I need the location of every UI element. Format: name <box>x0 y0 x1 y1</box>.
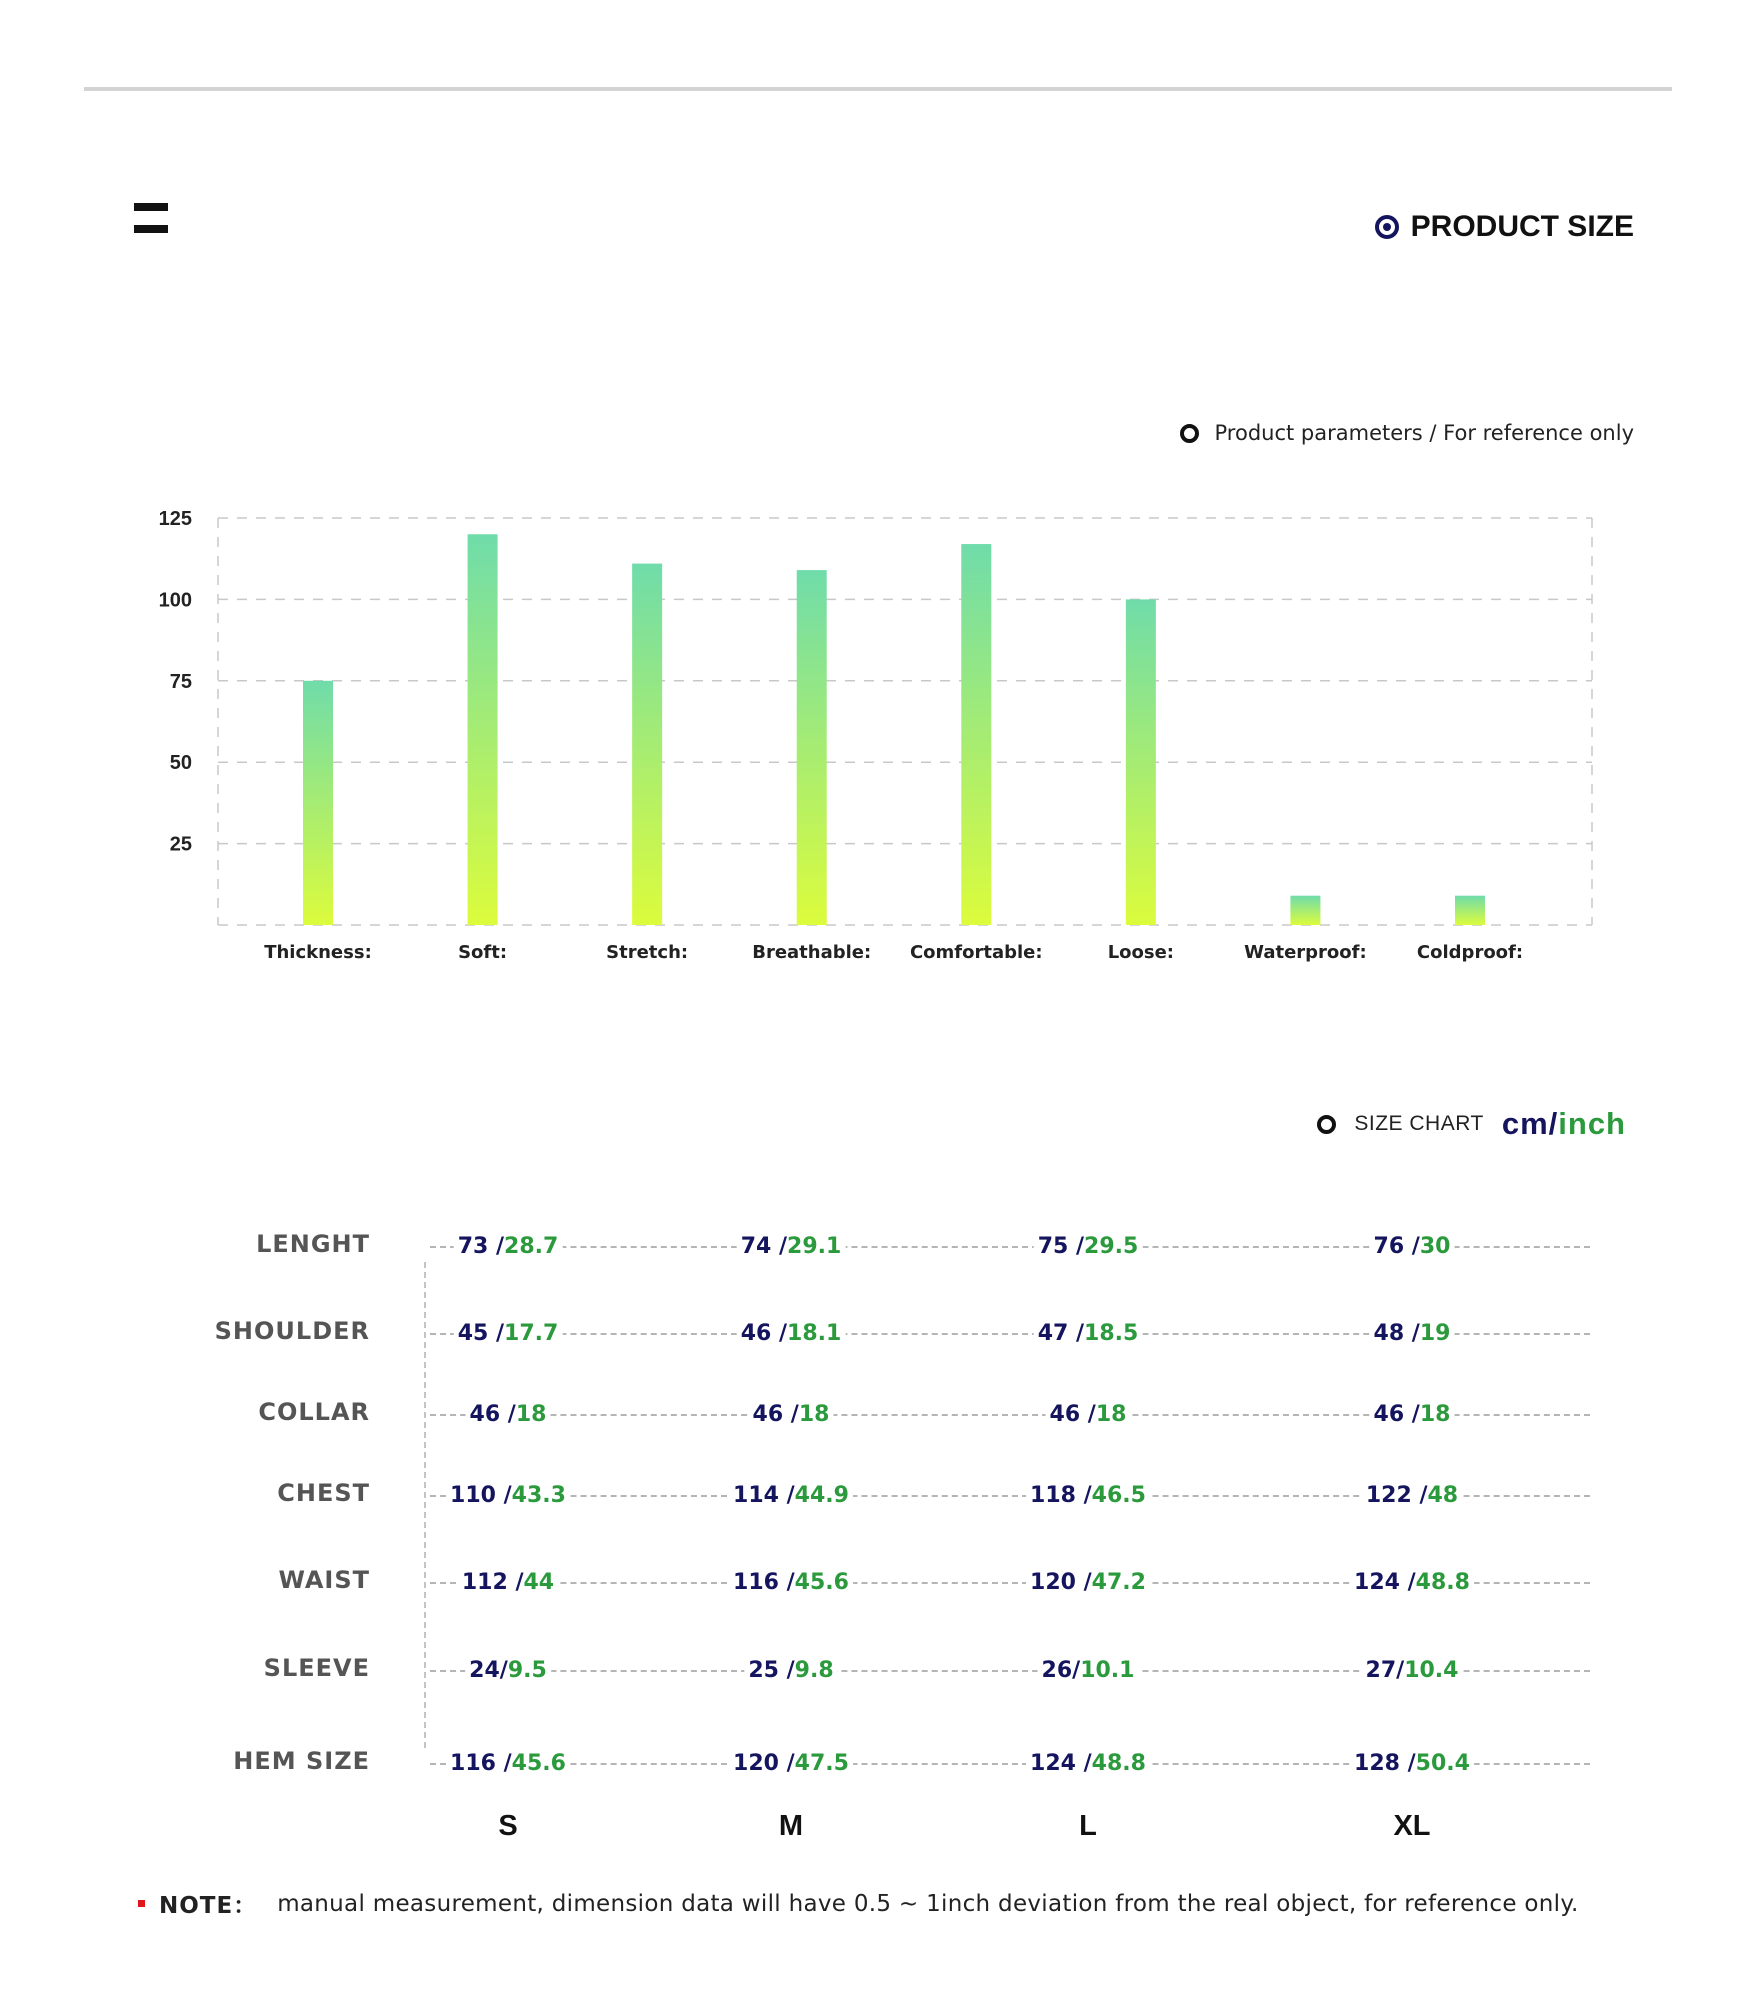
x-category-label: Loose: <box>1107 942 1175 963</box>
note-text: manual measurement, dimension data will have 0.5 ~ 1inch deviation from the real object, for reference only. <box>277 1890 1579 1917</box>
x-category-label: Comfortable: <box>909 942 1043 963</box>
inch-value: 17.7 <box>504 1321 559 1346</box>
cm-value: 46 / <box>1049 1402 1096 1427</box>
size-value-cell <box>458 1570 558 1595</box>
size-value-cell <box>466 1402 551 1427</box>
size-column-label: L <box>1079 1810 1097 1842</box>
y-tick-label: 75 <box>169 670 192 693</box>
cm-value: 118 / <box>1030 1483 1092 1508</box>
cm-value: 120 / <box>1030 1570 1092 1595</box>
inch-value: 18 <box>1419 1402 1451 1427</box>
cm-value: 124 / <box>1030 1751 1092 1776</box>
bar <box>632 564 662 925</box>
cm-value: 46 / <box>1373 1402 1420 1427</box>
y-axis-ticks <box>159 508 192 856</box>
size-value-cell <box>1026 1751 1150 1776</box>
size-value-cell <box>729 1751 853 1776</box>
page-title: PRODUCT SIZE <box>1410 210 1634 243</box>
inch-value: 48.8 <box>1415 1570 1470 1595</box>
inch-value: 18.5 <box>1084 1321 1139 1346</box>
size-value-cell <box>1034 1234 1143 1259</box>
cm-value: 46 / <box>752 1402 799 1427</box>
size-column-label: M <box>778 1810 804 1842</box>
circle-icon <box>1317 1115 1336 1134</box>
cm-value: 116 / <box>450 1751 512 1776</box>
inch-value: 48 <box>1427 1483 1459 1508</box>
size-value-cell <box>1350 1570 1474 1595</box>
cm-value: 73 / <box>457 1234 505 1259</box>
size-value-cell <box>454 1321 563 1346</box>
bar <box>1290 896 1320 925</box>
size-chart-caption: SIZE CHART <box>1354 1112 1484 1135</box>
inch-value: 45.6 <box>794 1570 849 1595</box>
size-column-label: XL <box>1393 1810 1431 1842</box>
size-value-cell <box>729 1483 853 1508</box>
cm-value: 46 / <box>740 1321 788 1346</box>
size-value-cell <box>454 1234 563 1259</box>
inch-value: 10.1 <box>1080 1658 1135 1683</box>
note <box>138 1887 1579 1920</box>
y-tick-label: 25 <box>169 833 192 856</box>
x-category-label: Soft: <box>458 942 508 963</box>
chart-grid <box>218 518 1592 925</box>
cm-value: 26/ <box>1041 1658 1081 1683</box>
size-value-cell <box>749 1402 834 1427</box>
size-row-label: HEM SIZE <box>233 1747 370 1775</box>
size-row-label: CHEST <box>277 1479 370 1507</box>
cm-value: 110 / <box>450 1483 512 1508</box>
bar <box>1126 599 1156 925</box>
size-column-label: S <box>498 1810 518 1842</box>
note-label: NOTE： <box>159 1893 258 1919</box>
size-row-label: WAIST <box>278 1566 370 1594</box>
cm-value: 47 / <box>1037 1321 1085 1346</box>
x-category-label: Thickness: <box>264 942 372 963</box>
cm-value: 128 / <box>1354 1751 1416 1776</box>
size-value-cell <box>1038 1658 1139 1683</box>
size-value-cell <box>1026 1483 1150 1508</box>
inch-value: 43.3 <box>511 1483 566 1508</box>
size-value-cell <box>1370 1321 1455 1346</box>
size-table-axis <box>424 1262 426 1748</box>
cm-value: 45 / <box>457 1321 505 1346</box>
cm-value: 27/ <box>1365 1658 1405 1683</box>
inch-value: 10.4 <box>1404 1658 1459 1683</box>
y-tick-label: 50 <box>169 752 192 775</box>
unit-label <box>1502 1106 1626 1142</box>
size-value-cell <box>446 1751 570 1776</box>
size-value-cell <box>1362 1658 1463 1683</box>
bar <box>1455 896 1485 925</box>
unit-inch: inch <box>1558 1106 1626 1141</box>
size-value-cell <box>744 1658 837 1683</box>
size-value-cell <box>446 1483 570 1508</box>
inch-value: 18 <box>798 1402 830 1427</box>
cm-value: 122 / <box>1365 1483 1428 1508</box>
inch-value: 46.5 <box>1091 1483 1146 1508</box>
size-value-cell <box>1370 1402 1455 1427</box>
size-value-cell <box>1034 1321 1143 1346</box>
size-value-cell <box>737 1321 846 1346</box>
cm-value: 46 / <box>469 1402 516 1427</box>
y-tick-label: 125 <box>158 508 192 530</box>
size-value-cell <box>1026 1570 1150 1595</box>
inch-value: 18 <box>1095 1402 1127 1427</box>
x-category-label: Stretch: <box>606 942 689 963</box>
inch-value: 44 <box>523 1570 555 1595</box>
inch-value: 29.1 <box>787 1234 842 1259</box>
cm-value: 120 / <box>733 1751 795 1776</box>
size-value-cell <box>729 1570 853 1595</box>
bar <box>797 570 827 925</box>
inch-value: 48.8 <box>1091 1751 1146 1776</box>
cm-value: 114 / <box>733 1483 795 1508</box>
inch-value: 47.2 <box>1091 1570 1146 1595</box>
cm-value: 74 / <box>740 1234 788 1259</box>
unit-cm: cm/ <box>1501 1106 1559 1141</box>
cm-value: 75 / <box>1037 1234 1085 1259</box>
size-row-label: LENGHT <box>256 1230 370 1258</box>
cm-value: 112 / <box>461 1570 524 1595</box>
size-chart-caption-row <box>1317 1106 1626 1142</box>
bar <box>303 681 333 925</box>
inch-value: 28.7 <box>504 1234 559 1259</box>
bar <box>961 544 991 925</box>
inch-value: 18.1 <box>787 1321 842 1346</box>
cm-value: 124 / <box>1354 1570 1416 1595</box>
cm-value: 76 / <box>1373 1234 1420 1259</box>
size-value-cell <box>1370 1234 1455 1259</box>
cm-value: 24/ <box>469 1658 508 1683</box>
inch-value: 50.4 <box>1415 1751 1470 1776</box>
inch-value: 19 <box>1419 1321 1451 1346</box>
inch-value: 29.5 <box>1084 1234 1139 1259</box>
cm-value: 48 / <box>1373 1321 1420 1346</box>
size-value-cell <box>1362 1483 1462 1508</box>
y-tick-label: 100 <box>158 589 192 612</box>
params-caption: Product parameters / For reference only <box>1214 421 1634 445</box>
size-value-cell <box>1350 1751 1474 1776</box>
size-value-cell <box>737 1234 846 1259</box>
inch-value: 44.9 <box>794 1483 849 1508</box>
chart-bars <box>303 534 1485 925</box>
x-category-label: Coldproof: <box>1416 942 1524 963</box>
bar <box>468 534 498 925</box>
size-row-label: SLEEVE <box>263 1654 370 1682</box>
size-value-cell <box>1046 1402 1131 1427</box>
inch-value: 18 <box>515 1402 547 1427</box>
x-axis-labels <box>264 942 1523 963</box>
size-row-label: SHOULDER <box>214 1317 370 1345</box>
size-value-cell <box>465 1658 551 1683</box>
x-category-label: Breathable: <box>752 942 872 963</box>
inch-value: 9.8 <box>794 1658 834 1683</box>
inch-value: 30 <box>1419 1234 1451 1259</box>
cm-value: 116 / <box>733 1570 795 1595</box>
inch-value: 47.5 <box>794 1751 849 1776</box>
cm-value: 25 / <box>748 1658 795 1683</box>
inch-value: 9.5 <box>507 1658 547 1683</box>
note-bullet-icon <box>138 1900 145 1907</box>
inch-value: 45.6 <box>511 1751 566 1776</box>
size-row-label: COLLAR <box>258 1398 370 1426</box>
x-category-label: Waterproof: <box>1244 942 1367 963</box>
